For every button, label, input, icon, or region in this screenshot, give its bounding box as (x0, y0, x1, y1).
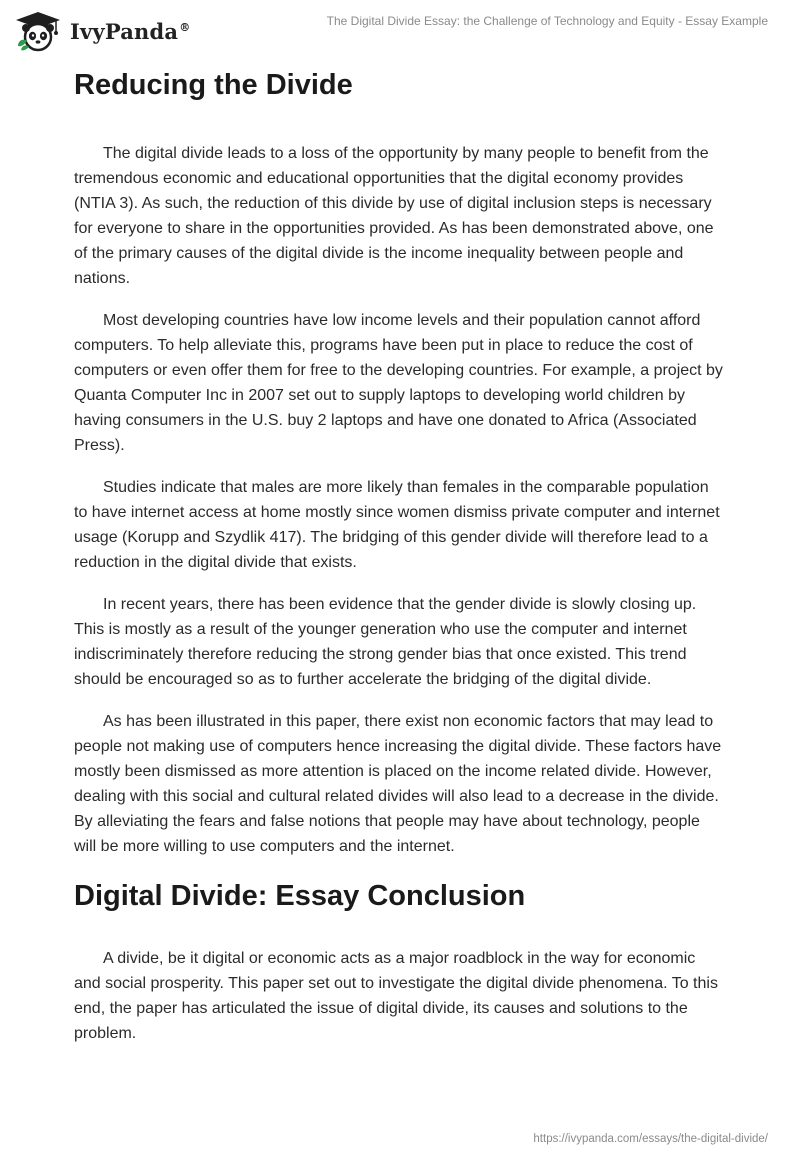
paragraph: The digital divide leads to a loss of the opportunity by many people to benefit from the tremendous economic and educational opportunities that the digital economy provides (NTIA 3). As such, the reduction of this divide by use of digital inclusion steps is necessary for everyone to share in the opportunities provided. As has been demonstrated above, one of the primary causes of the digital divide is the income inequality between people and nations. (74, 144, 714, 287)
section-heading: Reducing the Divide (74, 69, 353, 101)
section-heading: Digital Divide: Essay Conclusion (74, 879, 526, 912)
section-reducing-the-divide (74, 68, 724, 859)
document-title: The Digital Divide Essay: the Challenge of Technology and Equity - Essay Example (326, 14, 768, 28)
paragraph: Studies indicate that males are more likely than females in the comparable population to have internet access at home mostly since women dismiss private computer and internet usage (Korupp and Szydlik 417). The bridging of this gender divide will therefore lead to a reduction in the digital divide that exists. (74, 478, 720, 571)
paragraph: In recent years, there has been evidence that the gender divide is slowly closing up. This is mostly as a result of the younger generation who use the computer and internet indiscriminately therefore reducing the strong gender bias that once existed. This trend should be encouraged so as to further accelerate the bridging of the digital divide. (74, 595, 697, 688)
brand-name: IvyPanda® (70, 18, 191, 44)
essay-content (74, 68, 724, 1046)
paragraph: Most developing countries have low income levels and their population cannot afford computers. To help alleviate this, programs have been put in place to reduce the cost of computers or even offer them for free to the developing countries. For example, a project by Quanta Computer Inc in 2007 set out to supply laptops to developing world children by having consumers in the U.S. buy 2 laptops and have one donated to Africa (Associated Press). (74, 311, 723, 454)
section-conclusion (74, 879, 724, 1046)
page-header (0, 0, 800, 62)
paragraph: As has been illustrated in this paper, there exist non economic factors that may lead to people not making use of computers hence increasing the digital divide. These factors have mostly been dismissed as more attention is placed on the income related divide. However, dealing with this social and cultural related divides will also lead to a decrease in the divide. By alleviating the fears and false notions that people may have about technology, people will be more willing to use computers and the internet. (74, 712, 722, 855)
paragraph: A divide, be it digital or economic acts as a major roadblock in the way for economic and social prosperity. This paper set out to investigate the digital divide phenomena. To this end, the paper has articulated the issue of digital divide, its causes and solutions to the problem. (74, 949, 718, 1042)
panda-logo-icon (14, 10, 62, 52)
source-url-link[interactable]: https://ivypanda.com/essays/the-digital-divide/ (533, 1133, 768, 1145)
brand-logo[interactable] (14, 10, 190, 52)
